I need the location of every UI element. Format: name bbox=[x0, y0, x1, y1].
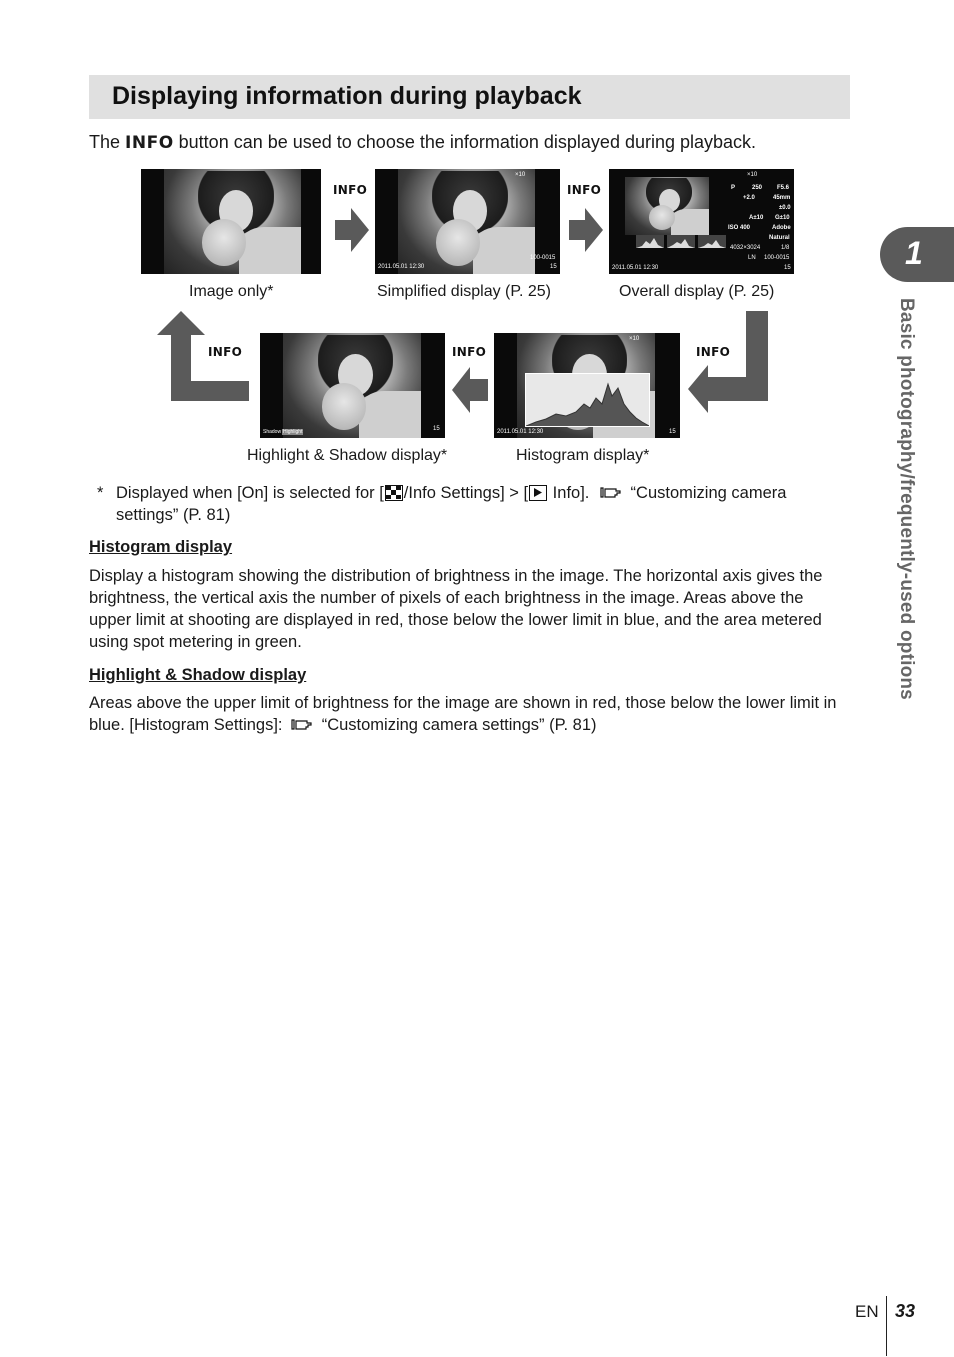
screen-histogram bbox=[494, 333, 680, 438]
caption-simplified: Simplified display (P. 25) bbox=[377, 283, 552, 300]
sample-photo bbox=[398, 169, 535, 274]
intro-text bbox=[89, 132, 756, 153]
intro-before: The bbox=[89, 132, 126, 152]
reference-hand-icon bbox=[600, 485, 626, 499]
info-button-name: INFO bbox=[125, 133, 174, 153]
caption-image-only: Image only* bbox=[189, 283, 274, 300]
footnote bbox=[97, 482, 837, 526]
custom-menu-icon bbox=[385, 485, 403, 501]
footnote-part: Info]. bbox=[548, 484, 590, 502]
quality-readout: LN bbox=[748, 255, 756, 261]
wb-a-readout: A±10 bbox=[749, 215, 764, 221]
caption-overall: Overall display (P. 25) bbox=[619, 283, 775, 300]
arrow-down-left-icon bbox=[688, 311, 770, 415]
frame-number: 15 bbox=[550, 264, 557, 270]
chapter-number: 1 bbox=[905, 235, 923, 271]
hs-body-part: Areas above the upper limit of brightness for the image are shown in red, those below the lower limit in blue. [Histogram Settings]: bbox=[89, 694, 837, 734]
frame-number: 15 bbox=[433, 426, 440, 432]
info-key-label: INFO bbox=[333, 183, 368, 197]
histogram-section-body: Display a histogram showing the distribution of brightness in the image. The horizontal axis gives the brightness, the vertical axis the number of pixels of each brightness in the image. Areas above the upper limit at shooting are displayed in red, those below the lower limit in blue, and the area metered using spot metering in green. bbox=[89, 567, 823, 651]
histogram-panel bbox=[525, 373, 650, 427]
screen-highlight-shadow bbox=[260, 333, 445, 438]
zoom-indicator: ×10 bbox=[629, 336, 640, 342]
arrow-right-icon bbox=[335, 208, 369, 252]
iso-readout: ISO 400 bbox=[728, 225, 751, 231]
info-key-label: INFO bbox=[696, 345, 731, 359]
info-key-label: INFO bbox=[567, 183, 602, 197]
intro-after: button can be used to choose the information displayed during playback. bbox=[173, 132, 757, 152]
frame-number: 15 bbox=[669, 429, 676, 435]
screen-image-only bbox=[141, 169, 321, 274]
caption-histogram: Histogram display* bbox=[516, 447, 650, 464]
chapter-tab bbox=[880, 227, 954, 282]
date-readout: 2011.05.01 12:30 bbox=[612, 265, 659, 271]
file-number: 100-0015 bbox=[764, 255, 790, 261]
caption-highlight-shadow: Highlight & Shadow display* bbox=[247, 447, 448, 464]
footnote-star: * bbox=[97, 484, 104, 502]
date-readout: 2011.05.01 12:30 bbox=[378, 264, 425, 270]
arrow-left-icon bbox=[452, 367, 488, 413]
date-readout: 2011.05.01 12:30 bbox=[497, 429, 544, 435]
rgb-histograms bbox=[636, 235, 726, 249]
shadow-label: Shadow bbox=[263, 429, 282, 435]
reference-hand-icon bbox=[291, 717, 317, 731]
hs-body-part: “Customizing camera settings” (P. 81) bbox=[317, 716, 597, 734]
screen-overall bbox=[609, 169, 794, 274]
aperture-readout: F5.6 bbox=[777, 185, 790, 191]
info-key-label: INFO bbox=[208, 345, 243, 359]
sample-photo bbox=[164, 169, 301, 274]
chapter-side-text: Basic photography/frequently-used options bbox=[896, 298, 917, 700]
size-readout: 4032×3024 bbox=[730, 245, 761, 251]
shutter-readout: 250 bbox=[752, 185, 763, 191]
color-space-readout: Adobe bbox=[772, 225, 791, 231]
page-number: 33 bbox=[895, 1301, 916, 1321]
compression-readout: 1/8 bbox=[781, 245, 790, 251]
mode-readout: P bbox=[731, 185, 736, 191]
arrow-right-icon bbox=[569, 208, 603, 252]
zoom-indicator: ×10 bbox=[747, 172, 758, 178]
footer-divider bbox=[886, 1296, 887, 1356]
footnote-part: Displayed when [On] is selected for [ bbox=[116, 484, 384, 502]
picture-mode-readout: Natural bbox=[769, 235, 790, 241]
section-title-bar bbox=[89, 75, 850, 119]
screen-simplified bbox=[375, 169, 560, 274]
footnote-part: “Customizing camera settings” (P. 81) bbox=[116, 484, 787, 524]
ev-readout: +2.0 bbox=[743, 195, 755, 201]
focal-readout: 45mm bbox=[773, 195, 791, 201]
sample-photo bbox=[283, 333, 421, 438]
info-key-label: INFO bbox=[452, 345, 487, 359]
flash-readout: ±0.0 bbox=[779, 205, 791, 211]
histogram-section-heading: Histogram display bbox=[89, 538, 233, 556]
frame-number: 15 bbox=[784, 265, 791, 271]
file-number: 100-0015 bbox=[530, 255, 556, 261]
wb-g-readout: G±10 bbox=[775, 215, 790, 221]
playback-icon bbox=[529, 485, 547, 501]
chapter-side-label bbox=[895, 298, 917, 788]
footer-language: EN bbox=[855, 1302, 879, 1321]
zoom-indicator: ×10 bbox=[515, 172, 526, 178]
thumbnail-photo bbox=[625, 177, 709, 235]
footnote-part: /Info Settings] > [ bbox=[403, 484, 529, 502]
page-title: Displaying information during playback bbox=[112, 82, 582, 110]
histogram-graph bbox=[526, 374, 649, 426]
hs-section-body bbox=[89, 692, 839, 736]
hs-section-heading: Highlight & Shadow display bbox=[89, 666, 307, 684]
highlight-label: Highlight bbox=[283, 429, 303, 435]
